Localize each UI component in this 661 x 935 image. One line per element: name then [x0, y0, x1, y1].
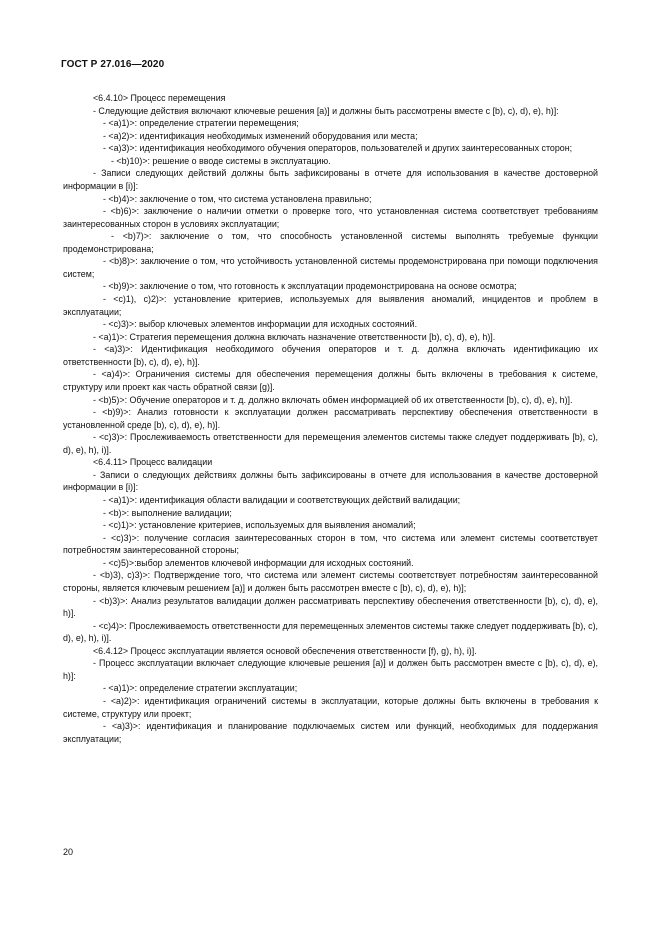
- paragraph: - <c)5)>:выбор элементов ключевой информации для исходных состояний.: [103, 557, 414, 568]
- document-header: ГОСТ Р 27.016—2020: [61, 59, 165, 70]
- paragraph: - <a)3)>: идентификация необходимого обучения операторов, пользователей и других заинтересованных сторон;: [103, 143, 573, 154]
- paragraph: <6.4.10> Процесс перемещения: [93, 93, 226, 103]
- paragraph: <6.4.11> Процесс валидации: [93, 457, 213, 468]
- page-number: 20: [63, 847, 74, 857]
- paragraph: - <b)4)>: заключение о том, что система установлена правильно;: [103, 193, 372, 204]
- paragraph: <6.4.12> Процесс эксплуатации является основой обеспечения ответственности [f), g), h), i)].: [93, 645, 477, 656]
- paragraph: - <b)>: выполнение валидации;: [103, 507, 232, 518]
- paragraph: - <a)1)>: определение стратегии перемещения;: [103, 118, 299, 129]
- document-body: [63, 92, 598, 745]
- paragraph: - <a)3)>: Идентификация необходимого обучения операторов и т. д. должна включать идентификацию их ответственности [b), c), d), e), h)].: [63, 344, 598, 367]
- paragraph: - <a)2)>: идентификация необходимых изменений оборудования или места;: [103, 130, 418, 141]
- paragraph: - <a)2)>: идентификация ограничений системы в эксплуатации, которые должны быть включены в требования к системе, структуру или проект;: [63, 696, 598, 719]
- paragraph: - <b)3)>: Анализ результатов валидации должен рассматривать перспективу обеспечения ответственности [b), c), d), e), h)].: [63, 595, 598, 619]
- paragraph: - Записи следующих действий должны быть зафиксированы в отчете для использования в качестве достоверной информации в [i)]:: [63, 168, 598, 191]
- paragraph: - <a)1)>: Стратегия перемещения должна включать назначение ответственности [b), c), d), e), h)].: [93, 331, 496, 342]
- paragraph: - Следующие действия включают ключевые решения [a)] и должны быть рассмотрены вместе с [b), c), d), e), h)]:: [93, 105, 559, 116]
- paragraph: - <b)3), c)3)>: Подтверждение того, что система или элемент системы соответствует потребностям заинтересованной стороны, является ключевым решением [a)] и должен быть рассмотрен вместе с [b), c), d), e), h)];: [63, 570, 598, 593]
- paragraph: - <b)9)>: Анализ готовности к эксплуатации должен рассматривать перспективу обеспечения ответственности в установленной среде [b), c), d), e), h)].: [63, 407, 598, 430]
- paragraph: - <b)7)>: заключение о том, что способность установленной системы выполнять требуемые функции продемонстрирована;: [63, 231, 598, 254]
- paragraph: - Записи о следующих действиях должны быть зафиксированы в отчете для использования в качестве достоверной информации в [i)]:: [63, 469, 598, 493]
- paragraph: - <c)4)>: Прослеживаемость ответственности для перемещенных элементов системы также следует поддерживать [b), c), d), e), h), i)].: [63, 620, 598, 644]
- paragraph: - <c)3)>: Прослеживаемость ответственности для перемещения элементов системы также следует поддерживать [b), c), d), e), h), i)].: [63, 432, 598, 455]
- paragraph: - <b)8)>: заключение о том, что устойчивость установленной системы продемонстрирована при помощи подключения систем;: [63, 256, 598, 279]
- paragraph: - <b)9)>: заключение о том, что готовность к эксплуатации продемонстрирована на основе осмотра;: [103, 281, 517, 292]
- paragraph: - <a)4)>: Ограничения системы для обеспечения перемещения должны быть включены в требования к системе, структуру или проект как часть обратной связи [g)].: [63, 369, 598, 392]
- paragraph: - <c)3)>: получение согласия заинтересованных сторон в том, что система или элемент системы соответствует потребностям заинтересованной стороны;: [63, 532, 598, 556]
- paragraph: - <c)1)>: установление критериев, используемых для выявления аномалий;: [103, 520, 416, 531]
- paragraph: - Процесс эксплуатации включает следующие ключевые решения [a)] и должен быть рассмотрен вместе с [b), c), d), e), h)]:: [63, 658, 598, 681]
- paragraph: - <a)3)>: идентификация и планирование подключаемых систем или функций, необходимых для поддержания эксплуатации;: [63, 721, 598, 744]
- paragraph: - <a)1)>: идентификация области валидации и соответствующих действий валидации;: [103, 495, 461, 505]
- paragraph: - <c)1), c)2)>: установление критериев, используемых для выявления аномалий, инцидентов и проблем в эксплуатации;: [63, 294, 598, 317]
- paragraph: - <b)6)>: заключение о наличии отметки о проверке того, что установленная система соответствует требованиям заинтересованных сторон в условиях эксплуатации;: [63, 206, 598, 229]
- paragraph: - <a)1)>: определение стратегии эксплуатации;: [103, 683, 298, 694]
- paragraph: - <b)5)>: Обучение операторов и т. д. должно включать обмен информацией об их ответственности [b), c), d), e), h)].: [93, 394, 573, 405]
- paragraph: - <c)3)>: выбор ключевых элементов информации для исходных состояний.: [103, 319, 418, 330]
- paragraph: - <b)10)>: решение о вводе системы в эксплуатацию.: [111, 155, 331, 166]
